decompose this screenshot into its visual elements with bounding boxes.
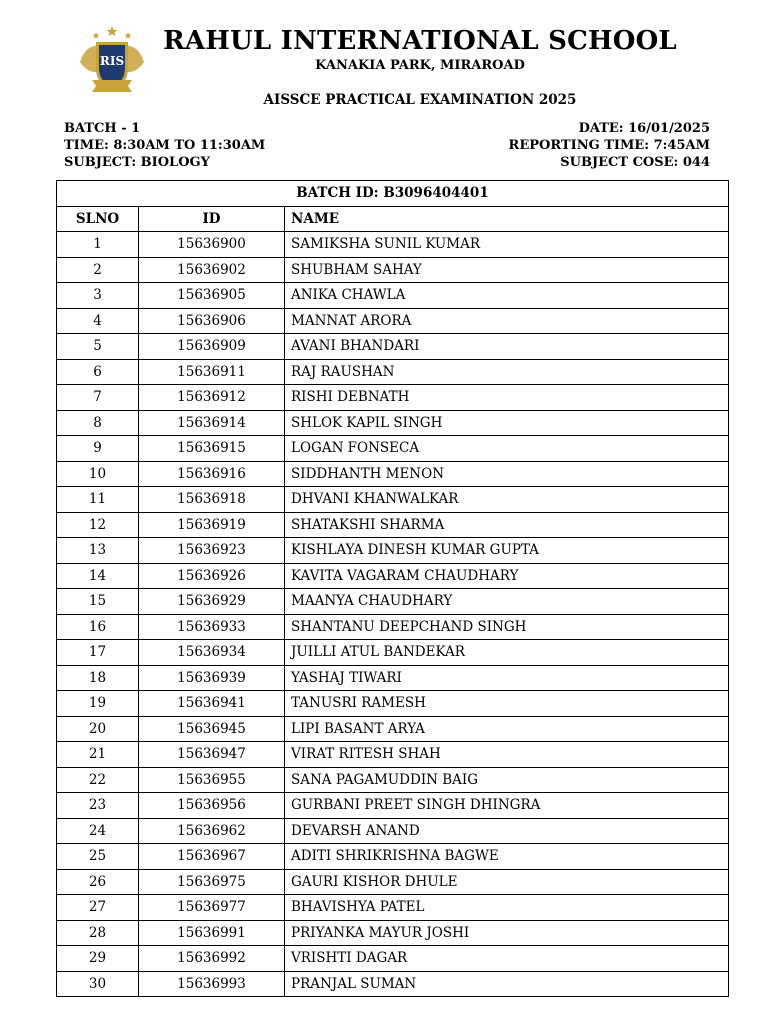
cell-name: JUILLI ATUL BANDEKAR <box>285 640 729 666</box>
cell-id: 15636900 <box>139 232 285 258</box>
cell-name: ADITI SHRIKRISHNA BAGWE <box>285 844 729 870</box>
cell-name: DEVARSH ANAND <box>285 818 729 844</box>
table-row <box>57 257 729 283</box>
cell-id: 15636929 <box>139 589 285 615</box>
exam-title: AISSCE PRACTICAL EXAMINATION 2025 <box>263 92 577 108</box>
batch-info-right <box>509 120 710 171</box>
table-row <box>57 793 729 819</box>
table-row <box>57 334 729 360</box>
cell-name: LOGAN FONSECA <box>285 436 729 462</box>
school-address: KANAKIA PARK, MIRAROAD <box>315 58 525 73</box>
cell-name: SIDDHANTH MENON <box>285 461 729 487</box>
table-row <box>57 563 729 589</box>
table-row <box>57 232 729 258</box>
cell-name: MANNAT ARORA <box>285 308 729 334</box>
cell-id: 15636947 <box>139 742 285 768</box>
cell-name: PRANJAL SUMAN <box>285 971 729 997</box>
table-row <box>57 946 729 972</box>
cell-id: 15636923 <box>139 538 285 564</box>
cell-id: 15636991 <box>139 920 285 946</box>
cell-name: AVANI BHANDARI <box>285 334 729 360</box>
exam-time: TIME: 8:30AM TO 11:30AM <box>64 138 266 153</box>
table-row <box>57 461 729 487</box>
cell-slno: 13 <box>57 538 139 564</box>
table-row <box>57 895 729 921</box>
roster-body <box>57 232 729 997</box>
table-row <box>57 487 729 513</box>
cell-name: GAURI KISHOR DHULE <box>285 869 729 895</box>
cell-slno: 11 <box>57 487 139 513</box>
cell-slno: 19 <box>57 691 139 717</box>
cell-id: 15636941 <box>139 691 285 717</box>
table-row <box>57 869 729 895</box>
cell-name: RAJ RAUSHAN <box>285 359 729 385</box>
cell-id: 15636934 <box>139 640 285 666</box>
cell-slno: 4 <box>57 308 139 334</box>
cell-slno: 7 <box>57 385 139 411</box>
cell-name: YASHAJ TIWARI <box>285 665 729 691</box>
cell-name: LIPI BASANT ARYA <box>285 716 729 742</box>
table-row <box>57 665 729 691</box>
cell-id: 15636909 <box>139 334 285 360</box>
table-row <box>57 512 729 538</box>
table-row <box>57 716 729 742</box>
table-row <box>57 308 729 334</box>
cell-slno: 28 <box>57 920 139 946</box>
cell-name: SHATAKSHI SHARMA <box>285 512 729 538</box>
cell-id: 15636992 <box>139 946 285 972</box>
table-header-row <box>57 206 729 232</box>
subject-code: SUBJECT COSE: 044 <box>560 155 710 170</box>
cell-id: 15636902 <box>139 257 285 283</box>
cell-name: KISHLAYA DINESH KUMAR GUPTA <box>285 538 729 564</box>
cell-id: 15636955 <box>139 767 285 793</box>
cell-name: SAMIKSHA SUNIL KUMAR <box>285 232 729 258</box>
cell-slno: 25 <box>57 844 139 870</box>
cell-slno: 18 <box>57 665 139 691</box>
cell-slno: 27 <box>57 895 139 921</box>
table-row <box>57 614 729 640</box>
cell-name: GURBANI PREET SINGH DHINGRA <box>285 793 729 819</box>
cell-id: 15636906 <box>139 308 285 334</box>
table-row <box>57 359 729 385</box>
cell-slno: 10 <box>57 461 139 487</box>
cell-name: ANIKA CHAWLA <box>285 283 729 309</box>
cell-name: RISHI DEBNATH <box>285 385 729 411</box>
reporting-time: REPORTING TIME: 7:45AM <box>508 138 710 153</box>
school-name: RAHUL INTERNATIONAL SCHOOL <box>163 26 677 56</box>
table-row <box>57 844 729 870</box>
cell-id: 15636967 <box>139 844 285 870</box>
table-row <box>57 742 729 768</box>
cell-slno: 5 <box>57 334 139 360</box>
table-row <box>57 385 729 411</box>
header-name: NAME <box>285 206 729 232</box>
logo-text: RIS <box>99 54 125 68</box>
cell-id: 15636918 <box>139 487 285 513</box>
cell-id: 15636977 <box>139 895 285 921</box>
batch-id: BATCH ID: B3096404401 <box>57 181 729 207</box>
cell-slno: 22 <box>57 767 139 793</box>
table-row <box>57 283 729 309</box>
cell-id: 15636912 <box>139 385 285 411</box>
subject: SUBJECT: BIOLOGY <box>64 155 210 170</box>
table-row <box>57 436 729 462</box>
batch-number: BATCH - 1 <box>64 121 141 136</box>
table-row <box>57 640 729 666</box>
table-row <box>57 691 729 717</box>
cell-name: SHANTANU DEEPCHAND SINGH <box>285 614 729 640</box>
cell-slno: 16 <box>57 614 139 640</box>
exam-date: DATE: 16/01/2025 <box>578 121 710 136</box>
cell-name: VRISHTI DAGAR <box>285 946 729 972</box>
cell-slno: 23 <box>57 793 139 819</box>
cell-name: TANUSRI RAMESH <box>285 691 729 717</box>
cell-slno: 2 <box>57 257 139 283</box>
cell-id: 15636993 <box>139 971 285 997</box>
cell-slno: 3 <box>57 283 139 309</box>
cell-slno: 20 <box>57 716 139 742</box>
cell-id: 15636919 <box>139 512 285 538</box>
cell-slno: 29 <box>57 946 139 972</box>
cell-id: 15636962 <box>139 818 285 844</box>
header-id: ID <box>139 206 285 232</box>
cell-slno: 21 <box>57 742 139 768</box>
cell-id: 15636926 <box>139 563 285 589</box>
cell-id: 15636939 <box>139 665 285 691</box>
table-row <box>57 818 729 844</box>
cell-name: VIRAT RITESH SHAH <box>285 742 729 768</box>
school-logo <box>72 22 152 102</box>
cell-slno: 24 <box>57 818 139 844</box>
cell-id: 15636975 <box>139 869 285 895</box>
cell-id: 15636911 <box>139 359 285 385</box>
cell-id: 15636945 <box>139 716 285 742</box>
cell-slno: 15 <box>57 589 139 615</box>
cell-slno: 6 <box>57 359 139 385</box>
table-row <box>57 538 729 564</box>
cell-slno: 14 <box>57 563 139 589</box>
cell-slno: 26 <box>57 869 139 895</box>
table-row <box>57 920 729 946</box>
cell-name: MAANYA CHAUDHARY <box>285 589 729 615</box>
cell-id: 15636915 <box>139 436 285 462</box>
table-row <box>57 589 729 615</box>
cell-name: BHAVISHYA PATEL <box>285 895 729 921</box>
cell-id: 15636905 <box>139 283 285 309</box>
cell-slno: 1 <box>57 232 139 258</box>
cell-slno: 12 <box>57 512 139 538</box>
cell-slno: 8 <box>57 410 139 436</box>
cell-name: SHUBHAM SAHAY <box>285 257 729 283</box>
cell-name: PRIYANKA MAYUR JOSHI <box>285 920 729 946</box>
cell-slno: 9 <box>57 436 139 462</box>
table-row <box>57 410 729 436</box>
cell-id: 15636916 <box>139 461 285 487</box>
batch-info-left <box>64 120 265 171</box>
table-row <box>57 971 729 997</box>
cell-name: SHLOK KAPIL SINGH <box>285 410 729 436</box>
table-row <box>57 767 729 793</box>
batch-id-row <box>57 181 729 207</box>
cell-name: KAVITA VAGARAM CHAUDHARY <box>285 563 729 589</box>
cell-slno: 17 <box>57 640 139 666</box>
student-roster-table <box>56 180 729 997</box>
cell-id: 15636956 <box>139 793 285 819</box>
cell-slno: 30 <box>57 971 139 997</box>
cell-name: SANA PAGAMUDDIN BAIG <box>285 767 729 793</box>
header-slno: SLNO <box>57 206 139 232</box>
cell-id: 15636933 <box>139 614 285 640</box>
cell-id: 15636914 <box>139 410 285 436</box>
cell-name: DHVANI KHANWALKAR <box>285 487 729 513</box>
